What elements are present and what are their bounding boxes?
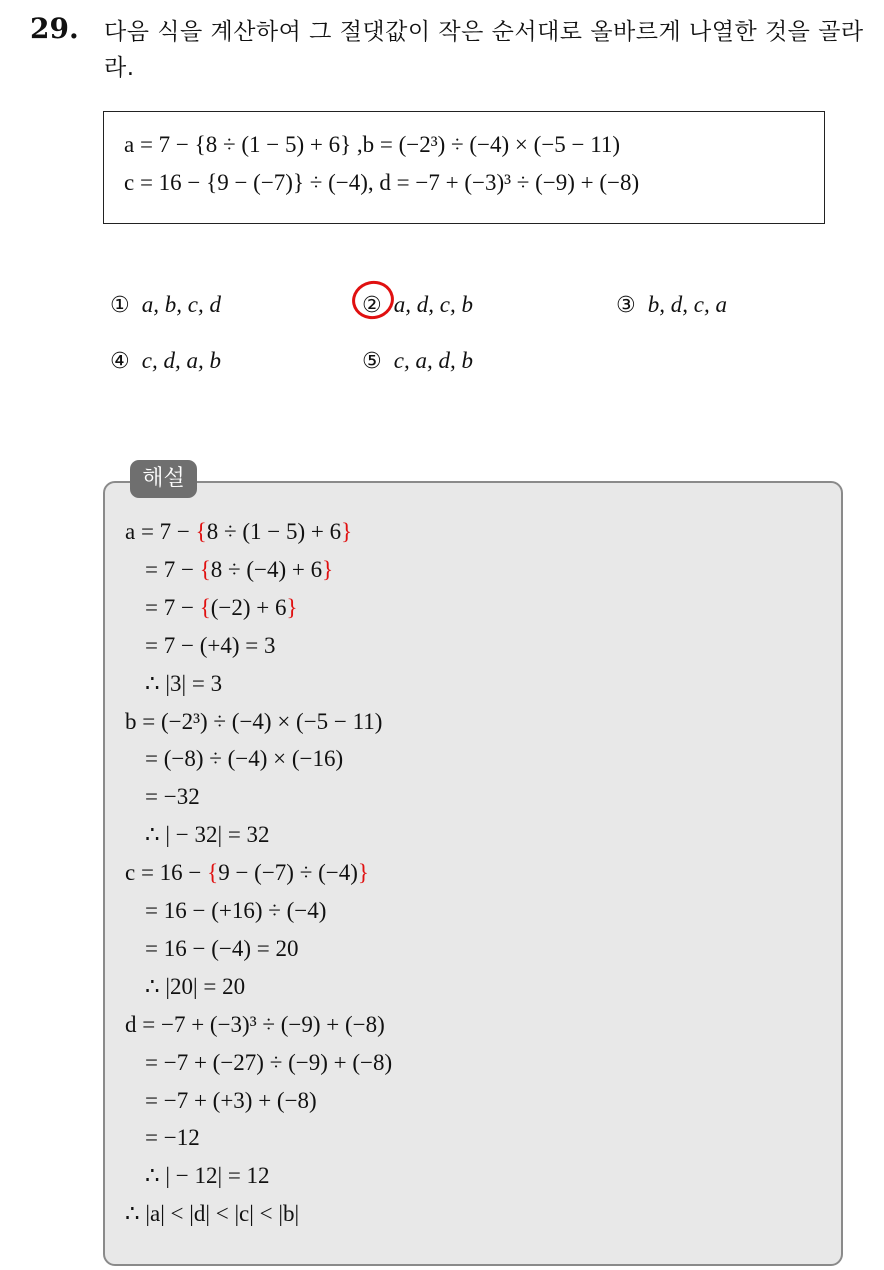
solution-line-red2: }: [341, 519, 353, 544]
solution-line: [145, 746, 343, 772]
option-1[interactable]: [110, 292, 221, 318]
solution-line-pre: = −12: [145, 1125, 200, 1151]
option-4-text: c, d, a, b: [141, 348, 221, 373]
solution-line: [145, 898, 326, 924]
solution-line: [145, 784, 200, 810]
solution-line: [145, 633, 275, 659]
solution-line-pre: ∴ |3| = 3: [145, 670, 223, 696]
option-4[interactable]: [110, 348, 221, 374]
solution-line-pre: b = (−2³) ÷ (−4) × (−5 − 11): [125, 708, 383, 734]
question-number: 29.: [30, 12, 79, 45]
solution-line: [145, 936, 298, 962]
solution-line-pre: = 7 − (+4) = 3: [145, 632, 276, 658]
option-5-text: c, a, d, b: [393, 348, 473, 373]
solution-line-pre: ∴ | − 12| = 12: [145, 1163, 270, 1189]
solution-line: [125, 519, 352, 545]
given-expressions-box: [103, 111, 825, 224]
option-2-mark: ②: [362, 293, 382, 318]
solution-line-mid: 8 ÷ (−4) + 6: [210, 556, 323, 582]
solution-line-pre: = −7 + (+3) + (−8): [145, 1087, 317, 1113]
solution-line-red2: }: [286, 594, 298, 620]
solution-line-pre: = −32: [145, 784, 200, 810]
option-1-mark: ①: [110, 293, 130, 318]
given-line-1: a = 7 − {8 ÷ (1 − 5) + 6} ,b = (−2³) ÷ (−4) × (−5 − 11): [124, 132, 621, 157]
solution-line: [145, 822, 270, 848]
solution-line: [125, 1012, 385, 1038]
solution-line: [145, 1050, 392, 1076]
solution-line-red1: {: [199, 594, 211, 620]
option-5[interactable]: [362, 348, 473, 374]
solution-line: [145, 595, 298, 621]
solution-line-red2: }: [322, 556, 334, 582]
option-3-mark: ③: [616, 293, 636, 318]
solution-line-pre: = 16 − (+16) ÷ (−4): [145, 898, 327, 923]
solution-line-pre: = 16 − (−4) = 20: [145, 935, 299, 961]
option-1-text: a, b, c, d: [141, 292, 221, 317]
question-text: 다음 식을 계산하여 그 절댓값이 작은 순서대로 올바르게 나열한 것을 골라라.: [104, 19, 864, 81]
solution-line: [125, 709, 382, 735]
solution-line-mid: 8 ÷ (1 − 5) + 6: [206, 519, 342, 544]
option-3[interactable]: [616, 292, 727, 318]
solution-line-pre: c = 16 −: [125, 860, 208, 886]
solution-line-mid: 9 − (−7) ÷ (−4): [218, 860, 358, 886]
solution-line-red1: {: [207, 860, 219, 886]
solution-line-red2: }: [357, 860, 369, 886]
given-line-2: c = 16 − {9 − (−7)} ÷ (−4), d = −7 + (−3)³ ÷ (−9) + (−8): [124, 170, 640, 195]
solution-line-pre: = 7 −: [145, 594, 200, 620]
solution-line-pre: = (−8) ÷ (−4) × (−16): [145, 746, 344, 772]
option-2-text: a, d, c, b: [393, 292, 473, 317]
solution-line: [145, 557, 333, 583]
option-5-mark: ⑤: [362, 349, 382, 374]
option-3-text: b, d, c, a: [647, 292, 727, 317]
solution-line-red1: {: [195, 519, 207, 544]
solution-line-pre: = −7 + (−27) ÷ (−9) + (−8): [145, 1049, 393, 1075]
solution-line: [145, 1125, 200, 1151]
solution-line-pre: ∴ | − 32| = 32: [145, 822, 270, 848]
solution-line-pre: a = 7 −: [125, 519, 196, 544]
solution-box: [103, 481, 843, 1266]
solution-line-pre: = 7 −: [145, 556, 200, 582]
solution-line-mid: (−2) + 6: [210, 594, 287, 620]
solution-line: [125, 860, 369, 886]
option-4-mark: ④: [110, 349, 130, 374]
solution-line-pre: ∴ |20| = 20: [145, 973, 246, 999]
solution-line: [145, 671, 222, 697]
solution-label: 해설: [130, 460, 197, 498]
solution-line: [125, 1201, 299, 1227]
solution-line-red1: {: [199, 556, 211, 582]
solution-line: [145, 1163, 270, 1189]
solution-line: [145, 1088, 317, 1114]
solution-line-pre: d = −7 + (−3)³ ÷ (−9) + (−8): [125, 1011, 385, 1037]
solution-line-pre: ∴ |a| < |d| < |c| < |b|: [125, 1201, 300, 1227]
solution-line: [145, 974, 245, 1000]
